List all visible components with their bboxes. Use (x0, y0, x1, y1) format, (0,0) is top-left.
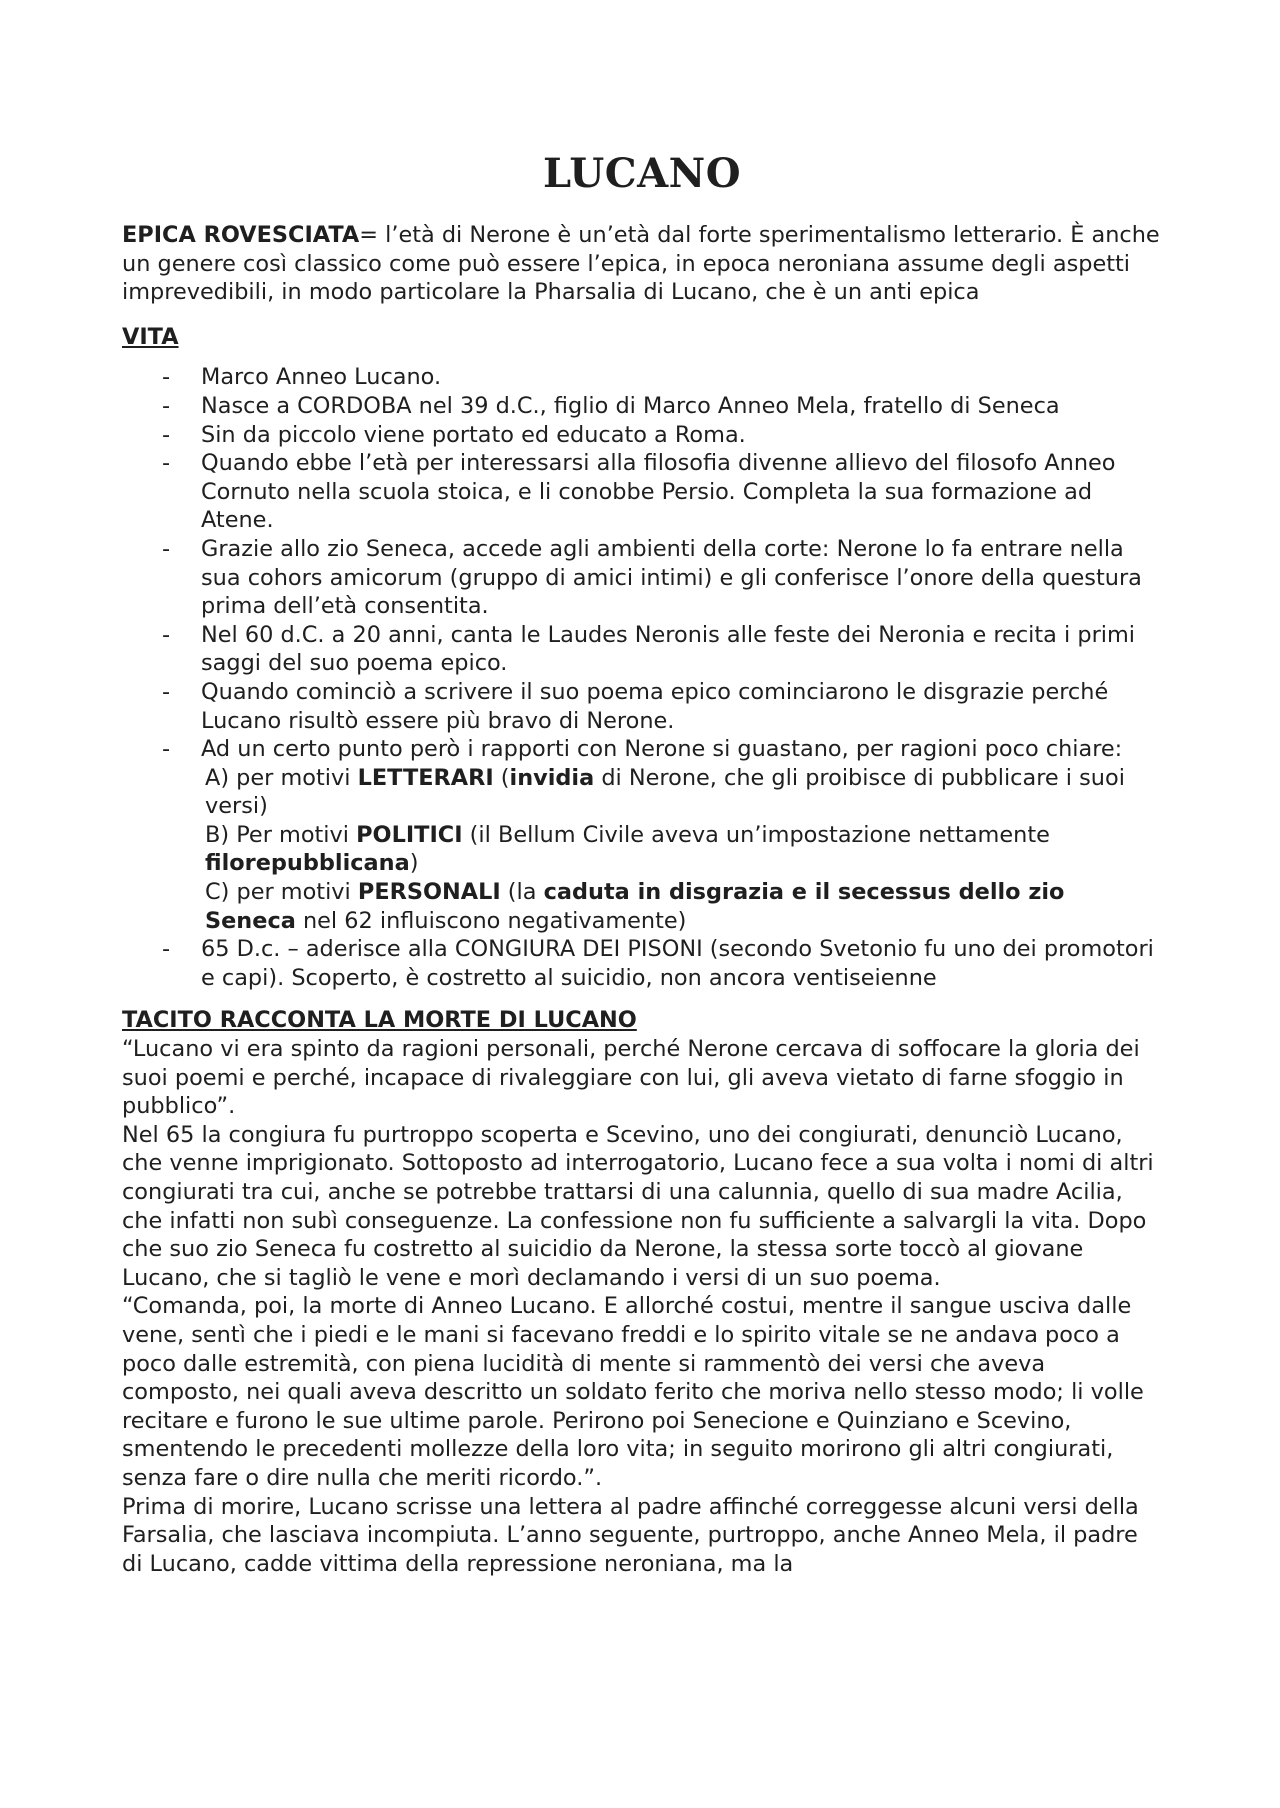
tacito-paragraph-4: Prima di morire, Lucano scrisse una lettera al padre affinché correggesse alcuni versi della Farsalia, che lasciava incompiuta. L’anno seguente, purtroppo, anche Anneo Mela, il padre di Lucano, cadde vittima della repressione neroniana, ma la (122, 1493, 1139, 1577)
dash-bullet: - (162, 421, 171, 448)
section-heading-vita: VITA (122, 323, 179, 350)
dash-bullet: - (162, 392, 171, 419)
section-heading-tacito: TACITO RACCONTA LA MORTE DI LUCANO (122, 1007, 637, 1034)
list-item-text: Sin da piccolo viene portato ed educato a Roma. (201, 421, 746, 448)
list-item-text: 65 D.c. – aderisce alla CONGIURA DEI PISONI (secondo Svetonio fu uno dei promotori e capi). Scoperto, è costretto al suicidio, non ancora ventiseienne (201, 936, 1154, 991)
rapporti-intro: Ad un certo punto però i rapporti con Nerone si guastano, per ragioni poco chiare: (201, 736, 1123, 763)
tacito-quote-2: “Comanda, poi, la morte di Anneo Lucano. E allorché costui, mentre il sangue usciva dalle vene, sentì che i piedi e le mani si facevano freddi e lo spirito vitale se ne andava poco a poco dalle estremità, con piena lucidità di mente si rammentò dei versi che aveva composto, nei quali aveva descritto un soldato ferito che moriva nello stesso modo; li volle recitare e furono le sue ultime parole. Perirono poi Senecione e Quinziano e Scevino, smentendo le precedenti mollezze della loro vita; in seguito morirono gli altri congiurati, senza fare o dire nulla che meriti ricordo.”. (122, 1293, 1144, 1491)
dash-bullet: - (162, 364, 171, 391)
dash-bullet: - (162, 678, 171, 705)
document-page (122, 150, 1162, 1578)
list-item (122, 449, 1162, 535)
vita-list (122, 363, 1162, 992)
list-item-text: Quando cominciò a scrivere il suo poema epico cominciarono le disgrazie perché Lucano risultò essere più bravo di Nerone. (201, 678, 1109, 734)
page-title: LUCANO (542, 150, 742, 197)
intro-label: EPICA ROVESCIATA (122, 222, 360, 248)
dash-bullet: - (162, 450, 171, 477)
tacito-paragraph-2: Nel 65 la congiura fu purtroppo scoperta e Scevino, uno dei congiurati, denunciò Lucano, che venne imprigionato. Sottoposto ad interrogatorio, Lucano fece a sua volta i nomi di altri congiurati tra cui, anche se potrebbe trattarsi di una calunnia, quello di sua madre Acilia, che infatti non subì conseguenze. La confessione non fu sufficiente a salvargli la vita. Dopo che suo zio Seneca fu costretto al suicidio da Nerone, la stessa sorte toccò al giovane Lucano, che si tagliò le vene e morì declamando i versi di un suo poema. (122, 1121, 1154, 1291)
dash-bullet: - (162, 736, 171, 763)
list-item (122, 621, 1162, 678)
list-item-text: Quando ebbe l’età per interessarsi alla filosofia divenne allievo del filosofo Anneo Cornuto nella scuola stoica, e li conobbe Persio. Completa la sua formazione ad Atene. (201, 450, 1116, 534)
list-item (122, 421, 1162, 450)
list-item (122, 363, 1162, 392)
list-item-text: Nel 60 d.C. a 20 anni, canta le Laudes Neronis alle feste dei Neronia e recita i primi saggi del suo poema epico. (201, 621, 1136, 677)
dash-bullet: - (162, 535, 171, 562)
list-item-text: Grazie allo zio Seneca, accede agli ambienti della corte: Nerone lo fa entrare nella sua cohors amicorum (gruppo di amici intimi) e gli conferisce l’onore della questura prima dell’età consentita. (201, 535, 1142, 620)
dash-bullet: - (162, 936, 171, 963)
dash-bullet: - (162, 621, 171, 648)
list-item (122, 535, 1162, 621)
list-item (122, 392, 1162, 421)
reason-c: C) per motivi PERSONALI (la caduta in disgrazia e il secessus dello zio Seneca nel 62 influiscono negativamente) (205, 879, 1065, 934)
list-item-text: Marco Anneo Lucano. (201, 364, 442, 391)
reason-a: A) per motivi LETTERARI (invidia di Nerone, che gli proibisce di pubblicare i suoi versi) (205, 764, 1125, 820)
intro-paragraph (122, 221, 1162, 307)
list-item-rapporti (122, 735, 1162, 935)
reason-b: B) Per motivi POLITICI (il Bellum Civile aveva un’impostazione nettamente filorepubblicana) (205, 821, 1050, 877)
list-item (122, 935, 1162, 992)
tacito-quote-1: “Lucano vi era spinto da ragioni personali, perché Nerone cercava di soffocare la gloria dei suoi poemi e perché, incapace di rivaleggiare con lui, gli aveva vietato di farne sfoggio in pubblico”. (122, 1036, 1140, 1120)
intro-text: = l’età di Nerone è un’età dal forte sperimentalismo letterario. È anche un genere così classico come può essere l’epica, in epoca neroniana assume degli aspetti imprevedibili, in modo particolare la Pharsalia di Lucano, che è un anti epica (122, 222, 1160, 306)
list-item-text: Nasce a CORDOBA nel 39 d.C., figlio di Marco Anneo Mela, fratello di Seneca (201, 392, 1060, 419)
list-item (122, 678, 1162, 735)
